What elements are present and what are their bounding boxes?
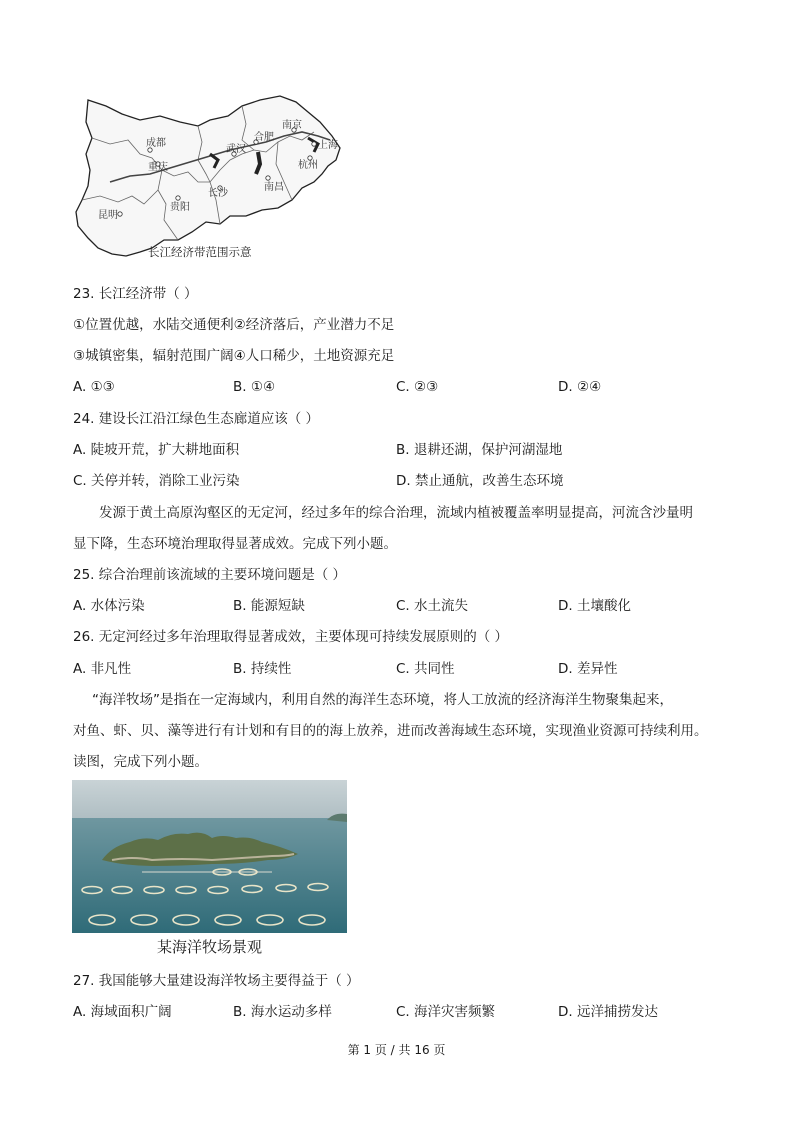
city-label: 合肥 — [254, 132, 274, 143]
city-label: 长沙 — [208, 188, 228, 199]
passage-1-line-1: 发源于黄土高原沟壑区的无定河，经过多年的综合治理，流域内植被覆盖率明显提高，河流含沙量明 — [99, 505, 693, 521]
question-26-option-d: D. 差异性 — [558, 661, 618, 677]
city-label: 成都 — [146, 138, 166, 149]
question-23-stem: 23. 长江经济带（ ） — [73, 286, 198, 302]
question-24-option-d: D. 禁止通航，改善生态环境 — [396, 473, 564, 489]
city-label: 上海 — [318, 140, 338, 151]
city-label: 昆明 — [98, 210, 118, 221]
city-label: 南昌 — [264, 182, 284, 193]
question-27-option-c: C. 海洋灾害频繁 — [396, 1004, 496, 1020]
passage-2-line-3: 读图，完成下列小题。 — [73, 754, 208, 770]
sky — [72, 780, 347, 820]
question-24-option-b: B. 退耕还湖，保护河湖湿地 — [396, 442, 563, 458]
question-25-option-b: B. 能源短缺 — [233, 598, 305, 614]
question-26-option-b: B. 持续性 — [233, 661, 292, 677]
passage-1-line-2: 显下降，生态环境治理取得显著成效。完成下列小题。 — [73, 536, 397, 552]
question-27-option-b: B. 海水运动多样 — [233, 1004, 332, 1020]
question-25-option-c: C. 水土流失 — [396, 598, 469, 614]
question-25-option-a: A. 水体污染 — [73, 598, 145, 614]
ocean-ranch-scene — [72, 780, 347, 933]
question-26-option-c: C. 共同性 — [396, 661, 455, 677]
photo-caption: 某海洋牧场景观 — [156, 938, 262, 956]
question-23-option-a: A. ①③ — [73, 379, 115, 395]
question-24-stem: 24. 建设长江沿江绿色生态廊道应该（ ） — [73, 411, 320, 427]
passage-2-line-1: “海洋牧场”是指在一定海域内，利用自然的海洋生态环境，将人工放流的经济海洋生物聚集起来， — [92, 692, 673, 708]
question-23-option-b: B. ①④ — [233, 379, 276, 395]
question-27-stem: 27. 我国能够大量建设海洋牧场主要得益于（ ） — [73, 973, 360, 989]
city-label: 武汉 — [226, 144, 246, 155]
question-23-statement-2: ③城镇密集，辐射范围广阔④人口稀少，土地资源充足 — [73, 348, 395, 364]
question-23-option-c: C. ②③ — [396, 379, 439, 395]
question-27-option-d: D. 远洋捕捞发达 — [558, 1004, 658, 1020]
question-23-statement-1: ①位置优越，水陆交通便利②经济落后，产业潜力不足 — [73, 317, 395, 333]
city-label: 重庆 — [148, 162, 168, 173]
map-caption: 长江经济带范围示意 — [148, 245, 252, 259]
question-24-option-c: C. 关停并转，消除工业污染 — [73, 473, 240, 489]
passage-2-line-2: 对鱼、虾、贝、藻等进行有计划和有目的的海上放养，进而改善海域生态环境，实现渔业资源可持续利用。 — [73, 723, 708, 739]
question-23-option-d: D. ②④ — [558, 379, 602, 395]
question-26-stem: 26. 无定河经过多年治理取得显著成效，主要体现可持续发展原则的（ ） — [73, 629, 509, 645]
question-24-option-a: A. 陡坡开荒，扩大耕地面积 — [73, 442, 240, 458]
page-number: 第 1 页 / 共 16 页 — [347, 1043, 446, 1057]
yangtze-economic-belt-map — [70, 92, 360, 272]
question-25-option-d: D. 土壤酸化 — [558, 598, 631, 614]
ocean-ranch-photo — [72, 780, 347, 933]
question-26-option-a: A. 非凡性 — [73, 661, 132, 677]
city-label: 南京 — [282, 120, 302, 131]
city-label: 贵阳 — [170, 202, 190, 213]
question-27-option-a: A. 海域面积广阔 — [73, 1004, 172, 1020]
city-label: 杭州 — [298, 160, 318, 171]
question-25-stem: 25. 综合治理前该流域的主要环境问题是（ ） — [73, 567, 347, 583]
